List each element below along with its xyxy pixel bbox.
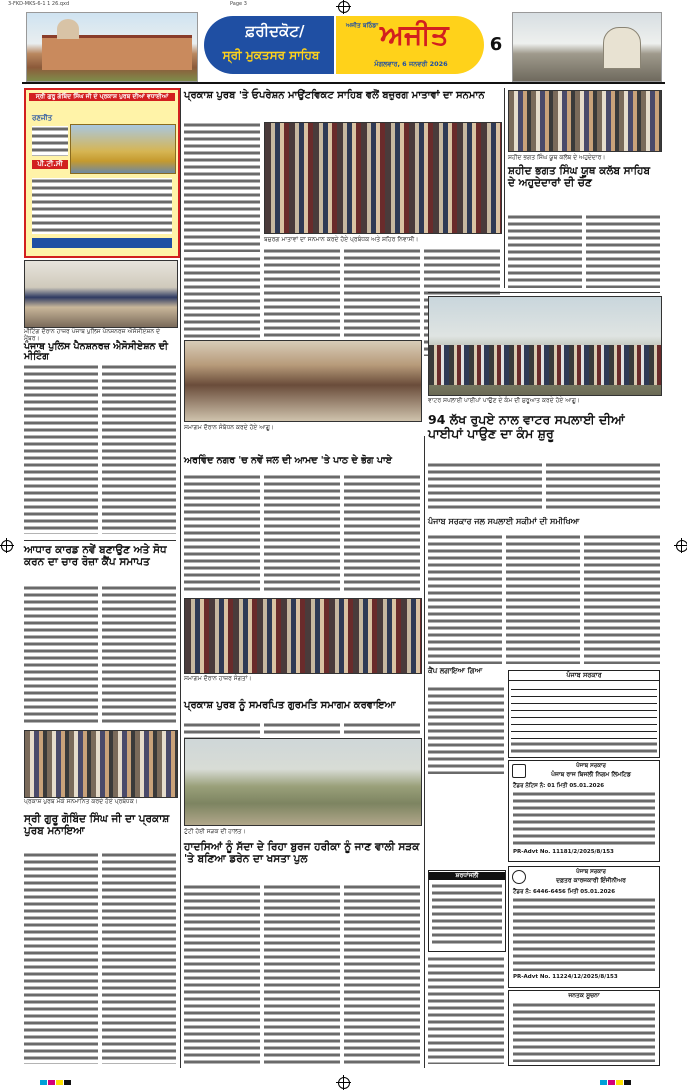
- color-swatch-yellow-2: [616, 1080, 623, 1085]
- notice-2-number: ਟੈਂਡਰ ਨੰ: 6446-6456 ਮਿਤੀ 05.01.2026: [513, 889, 616, 895]
- caption-crowd: ਸਮਾਗਮ ਦੌਰਾਨ ਹਾਜ਼ਰ ਸੰਗਤਾਂ।: [184, 675, 252, 682]
- masthead-date: ਮੰਗਲਵਾਰ, 6 ਜਨਵਰੀ 2026: [374, 60, 448, 68]
- body-bottom-right-small: [428, 956, 504, 1064]
- notice-tender-1: [508, 760, 660, 862]
- caption-water-supply: ਵਾਟਰ ਸਪਲਾਈ ਪਾਈਪਾਂ ਪਾਉਣ ਦੇ ਕੰਮ ਦੀ ਸ਼ੁਰੂਆਤ ਕਰਦੇ ਹੋਏ ਆਗੂ।: [428, 397, 580, 404]
- rule-vertical-1: [180, 88, 181, 1068]
- caption-meeting: ਮੀਟਿੰਗ ਦੌਰਾਨ ਹਾਜ਼ਰ ਪੰਜਾਬ ਪੁਲਿਸ ਪੈਨਸ਼ਨਰਜ਼ ਐਸੋਸੀਏਸ਼ਨ ਦੇ ਮੈਂਬਰ।: [24, 328, 160, 343]
- photo-water-supply: [428, 296, 662, 396]
- body-mid-right-col2: [506, 534, 580, 664]
- color-swatch-black: [64, 1080, 71, 1085]
- notice-3-body: [513, 1002, 655, 1062]
- photo-meeting: [24, 260, 178, 328]
- notice-1-title: ਪੰਜਾਬ ਰਾਜ ਬਿਜਲੀ ਨਿਗਮ ਲਿਮਟਿਡ: [551, 771, 631, 778]
- body-pensioners-col1: [24, 364, 98, 534]
- ad-greetings-title: ਸ੍ਰੀ ਗੁਰੂ ਗੋਬਿੰਦ ਸਿੰਘ ਜੀ ਦੇ ਪ੍ਰਕਾਸ਼ ਪੁਰਬ ਦੀਆਂ ਵਧਾਈਆਂ: [29, 93, 175, 101]
- notice-obituary: [428, 870, 506, 952]
- group-people: [429, 345, 661, 385]
- notice-1-header: ਪੰਜਾਬ ਸਰਕਾਰ: [576, 763, 606, 769]
- headline-top: ਪ੍ਰਕਾਸ਼ ਪੁਰਬ 'ਤੇ ਓਪਰੇਸ਼ਨ ਮਾਉਂਟਵਿਕਟ ਸਾਹਿਬ ਵਲੋਂ ਬਜ਼ੁਰਗ ਮਾਤਾਵਾਂ ਦਾ ਸਨਮਾਨ: [184, 90, 485, 101]
- rule-right-1: [428, 292, 660, 293]
- ad-greetings-names: [32, 178, 172, 234]
- registration-mark-top-icon: [338, 1, 350, 13]
- masthead-paper-name: ਅਜੀਤ: [380, 18, 449, 51]
- body-camp: [428, 686, 504, 774]
- caption-guru-purab: ਪ੍ਰਕਾਸ਼ ਪੁਰਬ ਮੌਕੇ ਸਨਮਾਨਿਤ ਕਰਦੇ ਹੋਏ ਪ੍ਰਬੰਧਕ।: [24, 798, 138, 805]
- page-label: Page 3: [230, 1, 247, 7]
- headline-samagam: ਪ੍ਰਕਾਸ਼ ਪੁਰਬ ਨੂੰ ਸਮਰਪਿਤ ਗੁਰਮਤਿ ਸਮਾਗਮ ਕਰਵਾਇਆ: [184, 700, 396, 711]
- headline-water-supply: 94 ਲੱਖ ਰੁਪਏ ਨਾਲ ਵਾਟਰ ਸਪਲਾਈ ਦੀਆਂ ਪਾਈਪਾਂ ਪਾਉਣ ਦਾ ਕੰਮ ਸ਼ੁਰੂ: [428, 412, 625, 441]
- body-arvind-col3: [344, 474, 420, 594]
- ad-greetings-body: [32, 126, 68, 156]
- notice-tender-2: [508, 866, 660, 988]
- body-arvind-col1: [184, 474, 260, 594]
- photo-youth-club: [508, 90, 662, 152]
- rule-vertical-2: [424, 436, 425, 1068]
- color-swatch-cyan: [40, 1080, 47, 1085]
- notice-2-ref: PR-Advt No. 11224/12/2025/8/153: [513, 974, 618, 980]
- body-road-col1: [184, 884, 260, 1064]
- color-swatch-magenta-2: [608, 1080, 615, 1085]
- registration-mark-right-icon: [676, 540, 687, 552]
- masthead-region-box: [204, 16, 334, 74]
- notice-1-ref: PR-Advt No. 11181/2/2025/8/153: [513, 849, 614, 855]
- photo-top-honour: [264, 122, 502, 234]
- headline-pensioners: ਪੰਜਾਬ ਪੁਲਿਸ ਪੈਨਸ਼ਨਰਜ਼ ਐਸੋਸੀਏਸ਼ਨ ਦੀ ਮੀਟਿੰਗ: [24, 341, 168, 363]
- ad-greetings-footer: [32, 238, 172, 248]
- caption-youth-club: ਸ਼ਹੀਦ ਭਗਤ ਸਿੰਘ ਯੂਥ ਕਲੱਬ ਦੇ ਅਹੁਦੇਦਾਰ।: [508, 154, 606, 161]
- body-road-col3: [344, 884, 420, 1064]
- rule-left-1: [24, 540, 176, 541]
- masthead-region-line1: ਫ਼ਰੀਦਕੋਟ/: [245, 22, 305, 40]
- caption-top: ਬਜ਼ੁਰਗ ਮਾਤਾਵਾਂ ਦਾ ਸਨਮਾਨ ਕਰਦੇ ਹੋਏ ਪ੍ਰਬੰਧਕ ਅਤੇ ਸ਼ਹਿਰ ਨਿਵਾਸੀ।: [264, 236, 419, 243]
- notice-table-grid: [511, 683, 657, 739]
- body-samagam-col2: [264, 722, 340, 736]
- notice-2-title: ਦਫ਼ਤਰ ਕਾਰਜਕਾਰੀ ਇੰਜੀਨੀਅਰ: [556, 877, 626, 884]
- headline-road: ਹਾਦਸਿਆਂ ਨੂੰ ਸੱਦਾ ਦੇ ਰਿਹਾ ਬੁਰਜ ਹਰੀਕਾ ਨੂੰ ਜਾਣ ਵਾਲੀ ਸੜਕ 'ਤੇ ਬਣਿਆ ਡਰੇਨ ਦਾ ਖਸਤਾ ਪੁਲ: [184, 841, 420, 865]
- body-samagam-col3: [344, 722, 420, 736]
- photo-crowd: [184, 598, 422, 674]
- body-guru-purab-col2: [102, 852, 176, 1064]
- caption-stage: ਸਮਾਗਮ ਦੌਰਾਨ ਸੰਬੋਧਨ ਕਰਦੇ ਹੋਏ ਆਗੂ।: [184, 424, 274, 431]
- color-swatch-cyan-2: [600, 1080, 607, 1085]
- notice-2-body: [513, 897, 655, 971]
- rule-vertical-3: [504, 88, 505, 288]
- masthead-paper-box: [336, 16, 484, 74]
- body-youth-club-col1: [508, 214, 582, 288]
- ad-greetings: [24, 88, 180, 258]
- body-top-col1: [184, 122, 260, 252]
- registration-mark-left-icon: [1, 540, 13, 552]
- notice-public: [508, 990, 660, 1066]
- masthead-left-photo: [26, 12, 198, 82]
- headline-aadhaar: ਆਧਾਰ ਕਾਰਡ ਨਵੇਂ ਬਣਾਉਣ ਅਤੇ ਸੋਧ ਕਰਨ ਦਾ ਚਾਰ ਰੋਜ਼ਾ ਕੈਂਪ ਸਮਾਪਤ: [24, 544, 167, 568]
- notice-table: [508, 670, 660, 758]
- notice-1-number: ਟੈਂਡਰ ਨੋਟਿਸ ਨੰ: 01 ਮਿਤੀ 05.01.2026: [513, 783, 605, 789]
- body-pensioners-col2: [102, 364, 176, 534]
- body-water-col1: [428, 462, 542, 512]
- photo-guru-purab: [24, 730, 178, 798]
- notice-table-title: ਪੰਜਾਬ ਸਰਕਾਰ: [509, 671, 659, 681]
- body-mid-right-col3: [584, 534, 660, 664]
- color-swatch-black-2: [624, 1080, 631, 1085]
- headline-mid-right: ਪੰਜਾਬ ਸਰਕਾਰ ਜਲ ਸਪਲਾਈ ਸਕੀਮਾਂ ਦੀ ਸਮੀਖਿਆ: [428, 517, 580, 526]
- body-youth-club-col2: [586, 214, 660, 288]
- photo-road: [184, 738, 422, 826]
- body-aadhaar-col1: [24, 585, 98, 725]
- notice-2-logo-icon: [512, 870, 526, 884]
- notice-3-title: ਜਨਤਕ ਸੂਚਨਾ: [568, 992, 600, 999]
- masthead-page-number: 6: [489, 34, 503, 55]
- photo-stage: [184, 340, 422, 422]
- notice-1-body: [513, 791, 655, 847]
- notice-table-footer: [511, 741, 657, 755]
- registration-mark-bottom-icon: [338, 1077, 350, 1089]
- body-mid-right-col1: [428, 534, 502, 664]
- body-guru-purab-col1: [24, 852, 98, 1064]
- body-arvind-col2: [264, 474, 340, 594]
- masthead-region-line2: ਸ੍ਰੀ ਮੁਕਤਸਰ ਸਾਹਿਬ: [222, 48, 320, 62]
- caption-road: ਟੁੱਟੀ ਹੋਈ ਸੜਕ ਦੀ ਹਾਲਤ।: [184, 828, 246, 835]
- headline-guru-purab: ਸ੍ਰੀ ਗੁਰੂ ਗੋਬਿੰਦ ਸਿੰਘ ਜੀ ਦਾ ਪ੍ਰਕਾਸ਼ ਪੁਰਬ ਮਨਾਇਆ: [24, 813, 170, 837]
- dome-icon: [57, 19, 79, 39]
- obituary-title: ਸ਼ਰਧਾਂਜਲੀ: [429, 872, 505, 880]
- print-slug: 3-FKD-MKS-6-1 1 26.qxd: [8, 1, 70, 7]
- ad-golden-temple-photo: [70, 124, 176, 174]
- body-aadhaar-col2: [102, 585, 176, 725]
- color-swatch-magenta: [48, 1080, 55, 1085]
- masthead-paper-small: ਅਜੀਤ ਬਠਿੰਡਾ: [346, 22, 379, 29]
- notice-1-logo-icon: [512, 764, 526, 778]
- notice-2-header: ਪੰਜਾਬ ਸਰਕਾਰ: [576, 869, 606, 875]
- body-road-col2: [264, 884, 340, 1064]
- shrine-icon: [603, 27, 641, 69]
- body-water-col2: [546, 462, 660, 512]
- masthead-rule: [22, 82, 665, 84]
- headline-youth-club: ਸ਼ਹੀਦ ਭਗਤ ਸਿੰਘ ਯੂਥ ਕਲੱਬ ਸਾਹਿਬ ਦੇ ਅਹੁਦੇਦਾਰਾਂ ਦੀ ਚੋਣ: [508, 165, 651, 189]
- obituary-body: [432, 883, 502, 947]
- masthead-right-photo: [512, 12, 662, 82]
- building-icon: [42, 35, 192, 70]
- color-swatch-yellow: [56, 1080, 63, 1085]
- ad-greetings-subtitle: ਰਣਜੀਤ: [32, 114, 53, 122]
- headline-camp: ਕੈਂਪ ਲਗਾਇਆ ਗਿਆ: [428, 667, 483, 675]
- headline-arvind: ਅਰਵਿੰਦ ਨਗਰ 'ਚ ਨਵੇਂ ਜਲ ਦੀ ਆਮਦ 'ਤੇ ਪਾਠ ਦੇ ਭੋਗ ਪਾਏ: [184, 455, 392, 466]
- ad-greetings-badge: ਪੀ.ਟੀ.ਸੀ: [32, 160, 68, 169]
